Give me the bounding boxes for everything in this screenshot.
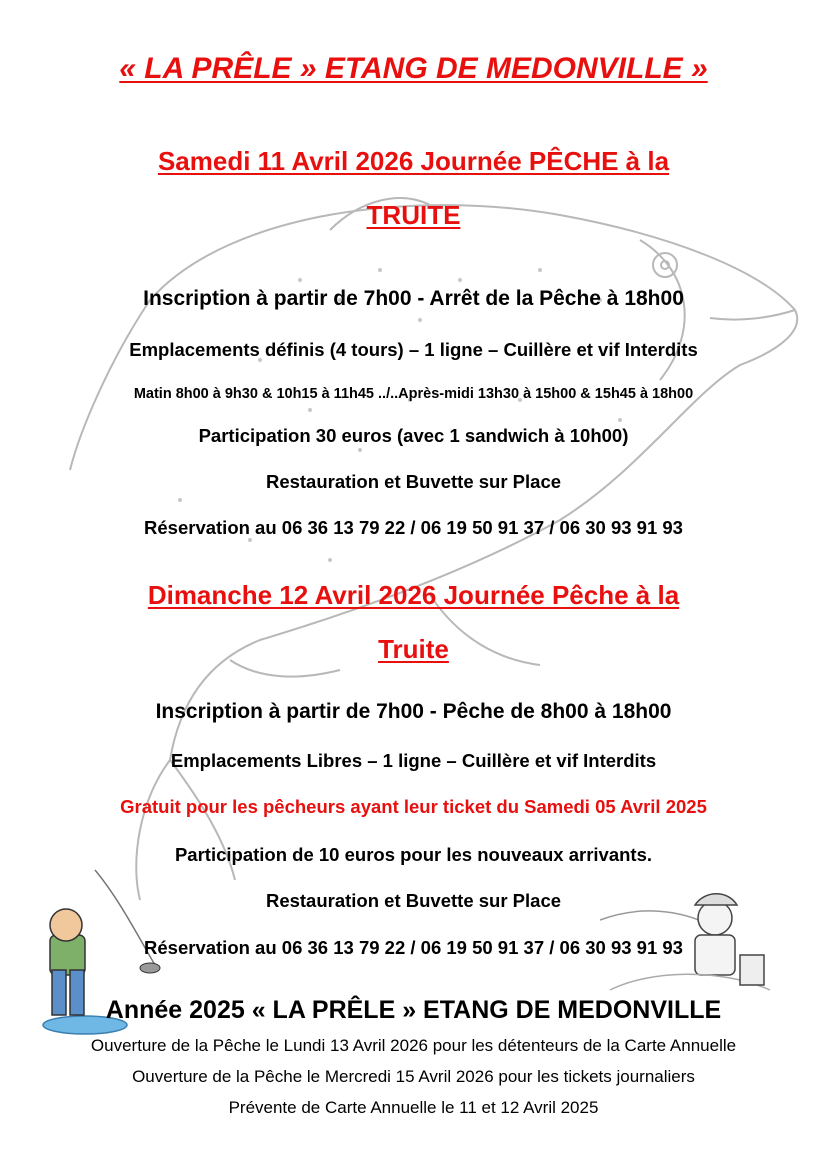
footer-presale: Prévente de Carte Annuelle le 11 et 12 Avril 2025 (228, 1098, 599, 1117)
sunday-participation: Participation de 10 euros pour les nouveaux arrivants. (174, 844, 653, 865)
saturday-schedule: Matin 8h00 à 9h30 & 10h15 à 11h45 ../..Après-midi 13h30 à 15h00 & 15h45 à 18h00 (133, 386, 694, 402)
saturday-registration: Inscription à partir de 7h00 - Arrêt de la Pêche à 18h00 (143, 287, 684, 310)
saturday-spots: Emplacements définis (4 tours) – 1 ligne – Cuillère et vif Interdits (129, 339, 698, 360)
sunday-food: Restauration et Buvette sur Place (265, 890, 562, 911)
sunday-registration: Inscription à partir de 7h00 - Pêche de 8h00 à 18h00 (155, 700, 672, 723)
sunday-heading-line1: Dimanche 12 Avril 2026 Journée Pêche à la (147, 580, 680, 610)
footer-opening-daily: Ouverture de la Pêche le Mercredi 15 Avril 2026 pour les tickets journaliers (132, 1067, 695, 1086)
saturday-heading-line2: TRUITE (366, 200, 461, 230)
saturday-reservation: Réservation au 06 36 13 79 22 / 06 19 50 91 37 / 06 30 93 91 93 (144, 517, 683, 538)
sunday-spots: Emplacements Libres – 1 ligne – Cuillère et vif Interdits (170, 750, 657, 771)
saturday-food: Restauration et Buvette sur Place (265, 471, 562, 492)
saturday-heading-line1: Samedi 11 Avril 2026 Journée PÊCHE à la (157, 146, 670, 176)
sunday-free-notice: Gratuit pour les pêcheurs ayant leur ticket du Samedi 05 Avril 2025 (120, 796, 707, 817)
saturday-participation: Participation 30 euros (avec 1 sandwich à 10h00) (198, 425, 629, 446)
footer-opening-annual: Ouverture de la Pêche le Lundi 13 Avril 2026 pour les détenteurs de la Carte Annuelle (90, 1036, 737, 1055)
sunday-heading-line2: Truite (378, 634, 449, 664)
main-title: « LA PRÊLE » ETANG DE MEDONVILLE » (119, 52, 708, 85)
sunday-reservation: Réservation au 06 36 13 79 22 / 06 19 50 91 37 / 06 30 93 91 93 (144, 937, 683, 958)
footer-heading: Année 2025 « LA PRÊLE » ETANG DE MEDONVILLE (105, 996, 722, 1024)
